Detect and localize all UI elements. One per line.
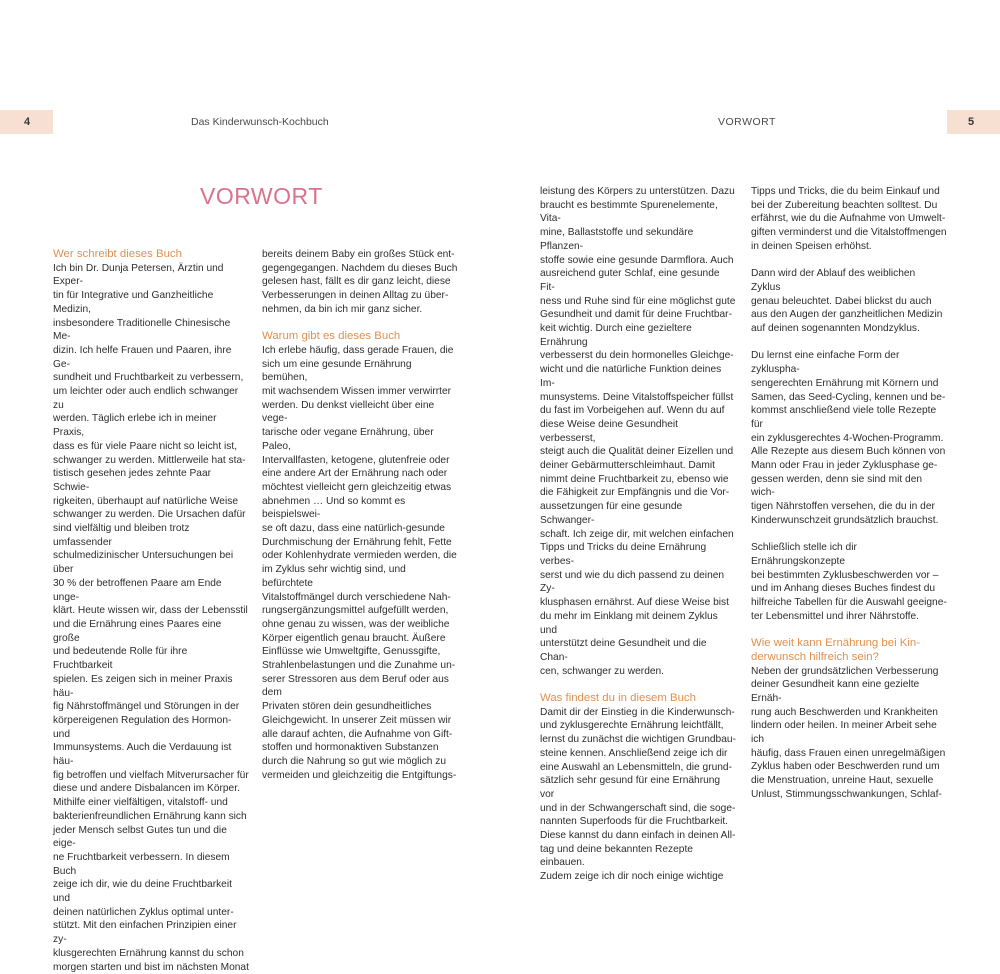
- text-line: Du lernst eine einfache Form der zykluspha-: [751, 350, 900, 376]
- text-line: und die Ernährung eines Paares eine große: [53, 618, 222, 644]
- text-line: Kinderwunschzeit grundsätzlich brauchst.: [751, 514, 939, 526]
- text-line: hilfreiche Tabellen für die Auswahl geeigne-: [751, 597, 947, 609]
- paragraph-wer: [53, 262, 249, 974]
- text-line: diese Weise deine Gesundheit verbesserst,: [540, 418, 678, 444]
- text-line: Privaten stören dein gesundheitliches: [262, 701, 432, 713]
- text-line: Tipps und Tricks du deine Ernährung verbes-: [540, 542, 707, 567]
- text-line: ausreichend guter Schlaf, eine gesunde Fit-: [540, 268, 720, 293]
- text-line: Tipps und Tricks, die du beim Einkauf und: [751, 186, 940, 197]
- text-line: fig betroffen und vielfach Mitverursacher für: [53, 769, 249, 781]
- text-line: nannten Superfoods für die Fruchtbarkeit.: [540, 816, 729, 828]
- text-line: und zyklusgerechte Ernährung leichtfällt,: [540, 720, 724, 732]
- paragraph-konzepte: [751, 541, 947, 623]
- text-line: du fast im Vorbeigehen auf. Wenn du auf: [540, 405, 725, 417]
- text-line: gelesen hast, fällt es dir ganz leicht, diese: [262, 276, 451, 288]
- text-line: diese und andere Disbalancen im Körper.: [53, 783, 240, 795]
- paragraph-wer-continued: [262, 248, 458, 317]
- text-line: schulmedizinischer Untersuchungen bei über: [53, 550, 234, 576]
- text-line: kommst anschließend viele tolle Rezepte für: [751, 405, 937, 430]
- text-line: Körper eigentlich genau braucht. Äußere: [262, 632, 446, 644]
- text-line: Durchmischung der Ernährung fehlt, Fette: [262, 536, 452, 548]
- text-line: alle darauf achten, die Aufnahme von Gift-: [262, 728, 453, 740]
- text-line: bei der Zubereitung beachten solltest. Du: [751, 199, 938, 211]
- text-line: Mann oder Frau in jeder Zyklusphase ge-: [751, 460, 938, 472]
- text-line: sundheit und Fruchtbarkeit zu verbessern,: [53, 372, 244, 384]
- text-line: eine Auswahl an Lebensmitteln, die grund-: [540, 761, 732, 773]
- text-line: Zyklus haben oder Beschwerden rund um: [751, 761, 940, 773]
- text-line: Ich bin Dr. Dunja Petersen, Ärztin und Exper-: [53, 262, 224, 288]
- text-line: stoffen und hormonaktiven Substanzen: [262, 742, 439, 754]
- column-2: [262, 248, 458, 782]
- text-line: schwanger zu werden. Mittlerweile hat sta-: [53, 454, 246, 466]
- paragraph-was: [540, 706, 736, 884]
- text-line: Damit dir der Einstieg in die Kinderwunsch-: [540, 706, 735, 718]
- section-heading-was: Was findest du in diesem Buch: [540, 692, 696, 704]
- text-line: die Fähigkeit zur Empfängnis und die Vor-: [540, 487, 730, 499]
- text-line: in deinen Speisen erhöhst.: [751, 240, 872, 252]
- text-line: Wie weit kann Ernährung bei Kin-: [751, 637, 921, 650]
- text-line: serst und wie du dich passend zu deinen Zy-: [540, 569, 725, 595]
- text-line: fig Nährstoffmängel und Störungen in der: [53, 701, 240, 713]
- text-line: Mithilfe einer vielfältigen, vitalstoff- und: [53, 797, 228, 809]
- text-line: klusphasen ernährst. Auf diese Weise bist: [540, 597, 729, 609]
- text-line: bei bestimmten Zyklusbeschwerden vor –: [751, 569, 939, 581]
- text-line: bakterienfreundlichen Ernährung kann sich: [53, 810, 247, 822]
- text-line: und im Anhang dieses Buches findest du: [751, 583, 936, 595]
- text-line: wicht und die natürliche Funktion deines Im-: [540, 364, 722, 389]
- text-line: oder Kohlenhydrate vermieden werden, die: [262, 550, 457, 562]
- paragraph-zyklus: [751, 267, 947, 336]
- text-line: ness und Ruhe sind für eine möglichst gute: [540, 295, 736, 307]
- text-line: aus den Augen der ganzheitlichen Medizin: [751, 309, 943, 321]
- text-line: Unlust, Stimmungsschwankungen, Schlaf-: [751, 788, 942, 800]
- text-line: stoffe sowie eine gesunde Darmflora. Auch: [540, 254, 734, 266]
- text-line: die Menstruation, unreine Haut, sexuelle: [751, 775, 934, 787]
- text-line: Diese kannst du dann einfach in deinen All-: [540, 830, 736, 842]
- column-3: [540, 185, 736, 884]
- text-line: leistung des Körpers zu unterstützen. Dazu: [540, 186, 735, 197]
- text-line: körpereigenen Regulation des Hormon- und: [53, 714, 232, 740]
- text-line: rung auch Beschwerden und Krankheiten: [751, 706, 938, 718]
- text-line: deinen natürlichen Zyklus optimal unter-: [53, 906, 234, 918]
- text-line: Schließlich stelle ich dir Ernährungskonzepte: [751, 542, 857, 567]
- text-line: schaft. Ich zeige dir, mit welchen einfachen: [540, 528, 734, 540]
- text-line: morgen starten und bist im nächsten Monat: [53, 961, 249, 973]
- text-line: deiner Gebärmutterschleimhaut. Damit: [540, 460, 715, 472]
- left-page-number: 4: [24, 116, 31, 128]
- text-line: steine kennen. Anschließend zeige ich dir: [540, 747, 728, 759]
- chapter-title: VORWORT: [200, 183, 323, 209]
- text-line: werden. Täglich erlebe ich in meiner Praxis,: [53, 413, 217, 439]
- right-page-number: 5: [968, 116, 975, 128]
- text-line: klusgerechten Ernährung kannst du schon: [53, 947, 244, 959]
- text-line: gegengegangen. Nachdem du dieses Buch: [262, 262, 458, 274]
- text-line: se oft dazu, dass eine natürlich-gesunde: [262, 523, 445, 535]
- text-line: Ich erlebe häufig, dass gerade Frauen, die: [262, 344, 454, 356]
- text-line: um leichter oder auch endlich schwanger zu: [53, 386, 239, 411]
- text-line: verbesserst du dein hormonelles Gleichge-: [540, 350, 734, 362]
- text-line: Samen, das Seed-Cycling, kennen und be-: [751, 391, 946, 403]
- text-line: sich um eine gesunde Ernährung bemühen,: [262, 358, 412, 384]
- text-line: aussetzungen für eine gesunde Schwanger-: [540, 501, 683, 526]
- text-line: steigt auch die Qualität deiner Eizellen und: [540, 446, 734, 458]
- text-line: stützt. Mit den einfachen Prinzipien einer zy-: [53, 920, 237, 946]
- text-line: bereits deinem Baby ein großes Stück ent-: [262, 249, 455, 260]
- text-line: tag und deine bekannten Rezepte einbauen.: [540, 843, 693, 869]
- section-heading-wer: Wer schreibt dieses Buch: [53, 248, 182, 260]
- paragraph-warum: [262, 344, 458, 783]
- paragraph-seed-cycling: [751, 349, 947, 527]
- text-line: Alle Rezepte aus diesem Buch können von: [751, 446, 946, 458]
- text-line: Dann wird der Ablauf des weiblichen Zyklus: [751, 268, 916, 293]
- text-line: dizin. Ich helfe Frauen und Paaren, ihre Ge-: [53, 344, 232, 370]
- text-line: tigen Nährstoffen versehen, die du in der: [751, 501, 935, 513]
- paragraph-wie: [751, 665, 947, 802]
- text-line: lindern oder heilen. In meiner Arbeit sehe ich: [751, 720, 937, 746]
- text-line: nehmen, da bin ich mir ganz sicher.: [262, 303, 423, 315]
- text-line: serer Stressoren aus dem Beruf oder aus dem: [262, 673, 449, 699]
- text-line: Strahlenbelastungen und die Zunahme un-: [262, 660, 456, 672]
- section-heading-wie: [751, 637, 947, 664]
- text-line: im Zyklus sehr wichtig sind, und befürchtete: [262, 564, 406, 589]
- text-line: du mehr im Einklang mit deinem Zyklus und: [540, 610, 718, 636]
- text-line: mit wachsendem Wissen immer verwirrter: [262, 386, 452, 398]
- text-line: braucht es bestimmte Spurenelemente, Vita-: [540, 199, 718, 225]
- text-line: durch die Nahrung so gut wie möglich zu: [262, 756, 447, 767]
- text-line: Einflüsse wie Umweltgifte, Genussgifte,: [262, 646, 441, 658]
- text-line: derwunsch hilfreich sein?: [751, 650, 879, 663]
- section-heading-warum: Warum gibt es dieses Buch: [262, 330, 401, 343]
- text-line: 30 % der betroffenen Paare am Ende unge-: [53, 577, 222, 603]
- paragraph-was-continued: [751, 185, 947, 254]
- column-4: [751, 185, 947, 802]
- text-line: zeige ich dir, wie du deine Fruchtbarkeit und: [53, 879, 232, 905]
- column-1: [53, 248, 249, 974]
- text-line: Zudem zeige ich dir noch einige wichtige: [540, 871, 724, 883]
- text-line: sengerechten Ernährung mit Körnern und: [751, 377, 939, 389]
- text-line: munsystems. Deine Vitalstoffspeicher füllst: [540, 391, 734, 403]
- text-line: jeder Mensch selbst Gutes tun und die eige-: [53, 824, 227, 850]
- text-line: unterstützt deine Gesundheit und die Chan-: [540, 638, 707, 663]
- text-line: insbesondere Traditionelle Chinesische Me-: [53, 317, 231, 343]
- text-line: ter Lebensmittel und ihrer Nährstoffe.: [751, 610, 919, 622]
- text-line: dass es für viele Paare nicht so leicht ist,: [53, 440, 238, 452]
- text-line: cen, schwanger zu werden.: [540, 665, 665, 677]
- text-line: häufig, dass Frauen einen unregelmäßigen: [751, 747, 946, 759]
- left-running-head: Das Kinderwunsch-Kochbuch: [191, 116, 329, 128]
- text-line: genau beleuchtet. Dabei blickst du auch: [751, 295, 932, 307]
- right-running-head: VORWORT: [718, 116, 776, 128]
- text-line: tin für Integrative und Ganzheitliche Medizin,: [53, 290, 214, 315]
- text-line: Gesundheit und damit für deine Fruchtbar-: [540, 309, 732, 321]
- text-line: klärt. Heute wissen wir, dass der Lebensstil: [53, 605, 248, 617]
- text-line: nimmt deine Fruchtbarkeit zu, ebenso wie: [540, 473, 729, 485]
- text-line: ein zyklusgerechtes 4-Wochen-Programm.: [751, 432, 944, 444]
- text-line: giften verminderst und die Vitalstoffmengen: [751, 227, 947, 239]
- text-line: vermeiden und gleichzeitig die Entgiftungs-: [262, 769, 457, 781]
- text-line: Vitalstoffmängel durch verschiedene Nah-: [262, 591, 451, 603]
- text-line: auf deinen sogenannten Mondzyklus.: [751, 323, 920, 335]
- text-line: keit wichtig. Durch eine gezieltere Ernährung: [540, 323, 692, 348]
- text-line: ne Fruchtbarkeit verbessern. In diesem Buch: [53, 851, 230, 877]
- text-line: Gleichgewicht. In unserer Zeit müssen wir: [262, 714, 452, 726]
- text-line: sind vielfältig und bleiben trotz umfassender: [53, 523, 190, 548]
- text-line: deiner Gesundheit kann eine gezielte Ernäh-: [751, 679, 920, 704]
- text-line: sätzlich sehr gesund für eine Ernährung vor: [540, 775, 721, 800]
- text-line: eine andere Art der Ernährung nach oder: [262, 468, 448, 480]
- text-line: spielen. Es zeigen sich in meiner Praxis häu-: [53, 673, 233, 699]
- text-line: rigkeiten, überhaupt auf natürliche Weise: [53, 495, 238, 507]
- text-line: gessen werden, denn sie sind mit den wich-: [751, 473, 923, 499]
- text-line: Verbesserungen in deinen Alltag zu über-: [262, 290, 449, 302]
- text-line: Intervallfasten, ketogene, glutenfreie oder: [262, 454, 450, 466]
- text-line: und bedeutende Rolle für ihre Fruchtbarkeit: [53, 646, 188, 672]
- text-line: schwanger zu werden. Die Ursachen dafür: [53, 509, 246, 521]
- text-line: erfährst, wie du die Aufnahme von Umwelt-: [751, 213, 946, 225]
- text-line: Immunsystems. Auch die Verdauung ist häu-: [53, 742, 232, 768]
- text-line: ohne genau zu wissen, was der weibliche: [262, 618, 450, 630]
- text-line: möchtest vielleicht gern gleichzeitig etwas: [262, 481, 452, 493]
- text-line: tarische oder vegane Ernährung, über Paleo,: [262, 427, 434, 452]
- text-line: und in der Schwangerschaft sind, die soge-: [540, 802, 736, 814]
- text-line: rungsergänzungsmittel aufgefüllt werden,: [262, 605, 449, 617]
- text-line: lernst du zunächst die wichtigen Grundbau-: [540, 734, 736, 746]
- paragraph-warum-continued: [540, 185, 736, 678]
- text-line: tistisch gesehen jedes zehnte Paar Schwie-: [53, 468, 212, 493]
- text-line: werden. Du denkst vielleicht über eine vege-: [262, 399, 435, 425]
- text-line: mine, Ballaststoffe und sekundäre Pflanzen-: [540, 227, 694, 252]
- text-line: Neben der grundsätzlichen Verbesserung: [751, 665, 939, 677]
- text-line: abnehmen … Und so kommt es beispielswei-: [262, 495, 406, 521]
